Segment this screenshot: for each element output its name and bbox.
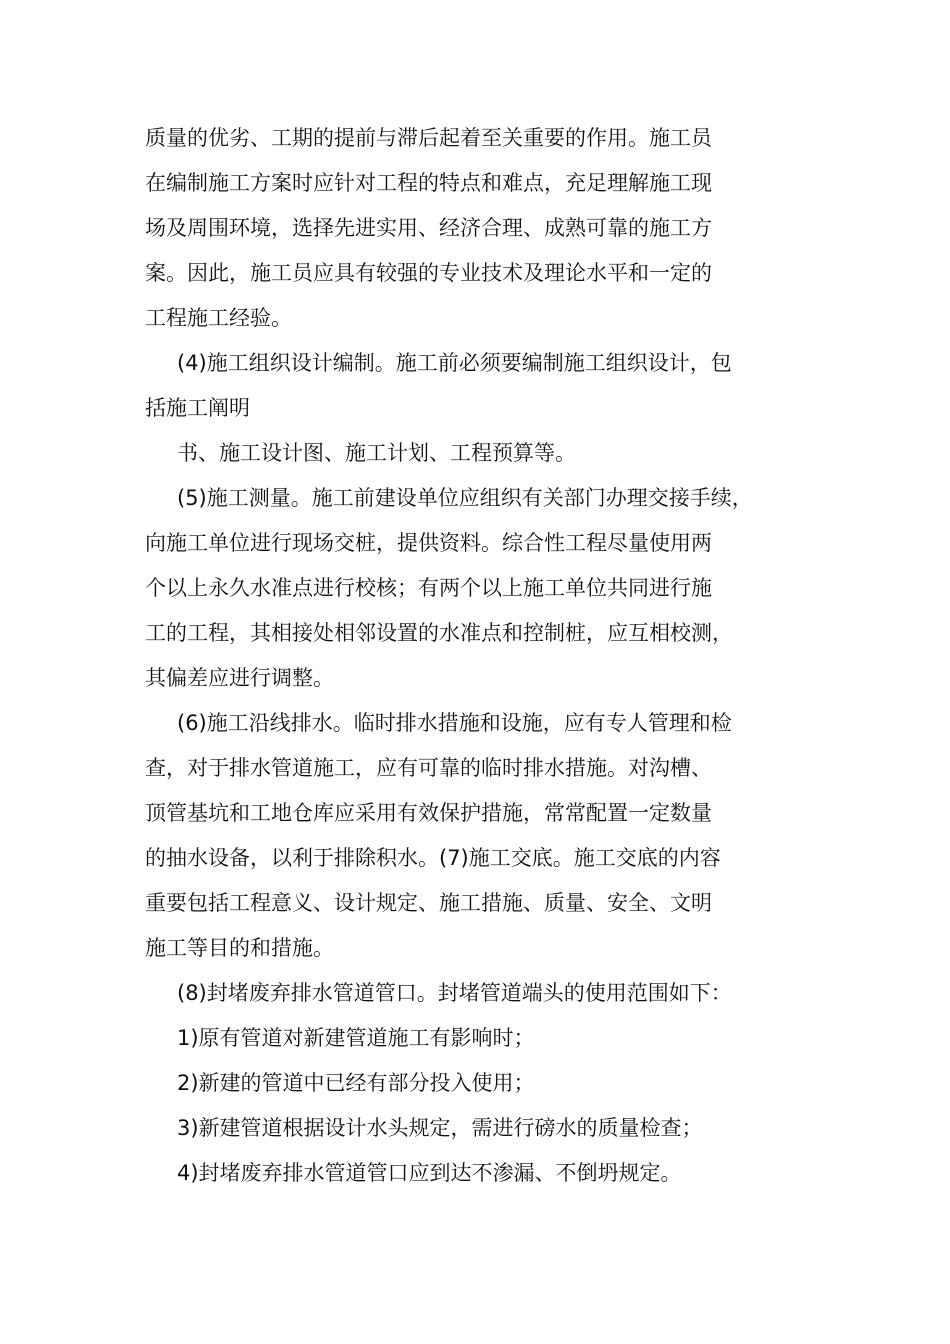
text-line: 书、施工设计图、施工计划、工程预算等。 — [177, 441, 576, 465]
text-line: 施工等目的和措施。 — [145, 936, 334, 960]
paragraph-item-8 — [145, 971, 825, 1016]
text-line: 1)原有管道对新建管道施工有影响时； — [177, 1026, 535, 1050]
text-line: 案。因此，施工员应具有较强的专业技术及理论水平和一定的 — [145, 261, 712, 285]
document-body — [145, 116, 825, 1196]
paragraph-item-5 — [145, 476, 825, 701]
paragraph-item-4 — [145, 341, 825, 431]
text-line: (8)封堵废弃排水管道管口。封堵管道端头的使用范围如下： — [177, 981, 732, 1005]
text-line: 重要包括工程意义、设计规定、施工措施、质量、安全、文明 — [145, 891, 712, 915]
text-line: 个以上永久水准点进行校核；有两个以上施工单位共同进行施 — [145, 576, 712, 600]
text-line: 在编制施工方案时应针对工程的特点和难点，充足理解施工现 — [145, 171, 712, 195]
list-item-1 — [145, 1016, 825, 1061]
text-line: 工的工程，其相接处相邻设置的水准点和控制桩，应互相校测， — [145, 621, 733, 645]
text-line: 3)新建管道根据设计水头规定，需进行磅水的质量检查； — [177, 1116, 703, 1140]
text-line: 4)封堵废弃排水管道管口应到达不渗漏、不倒坍规定。 — [177, 1161, 682, 1185]
list-item-4 — [145, 1151, 825, 1196]
list-item-3 — [145, 1106, 825, 1151]
text-line: (5)施工测量。施工前建设单位应组织有关部门办理交接手续， — [177, 486, 753, 510]
text-line: (4)施工组织设计编制。施工前必须要编制施工组织设计，包 — [177, 351, 732, 375]
text-line: 顶管基坑和工地仓库应采用有效保护措施，常常配置一定数量 — [145, 801, 712, 825]
text-line: (6)施工沿线排水。临时排水措施和设施，应有专人管理和检 — [177, 711, 732, 735]
paragraph-intro — [145, 116, 825, 341]
text-line: 场及周围环境，选择先进实用、经济合理、成熟可靠的施工方 — [145, 216, 712, 240]
paragraph-item-4-continued — [145, 431, 825, 476]
text-line: 向施工单位进行现场交桩，提供资料。综合性工程尽量使用两 — [145, 531, 712, 555]
paragraph-item-6 — [145, 701, 825, 971]
text-line: 的抽水设备，以利于排除积水。(7)施工交底。施工交底的内容 — [145, 846, 721, 870]
text-line: 工程施工经验。 — [145, 306, 292, 330]
text-line: 质量的优劣、工期的提前与滞后起着至关重要的作用。施工员 — [145, 126, 712, 150]
text-line: 查，对于排水管道施工，应有可靠的临时排水措施。对沟槽、 — [145, 756, 712, 780]
text-line: 2)新建的管道中已经有部分投入使用； — [177, 1071, 535, 1095]
text-line: 其偏差应进行调整。 — [145, 666, 334, 690]
list-item-2 — [145, 1061, 825, 1106]
text-line: 括施工阐明 — [145, 396, 250, 420]
